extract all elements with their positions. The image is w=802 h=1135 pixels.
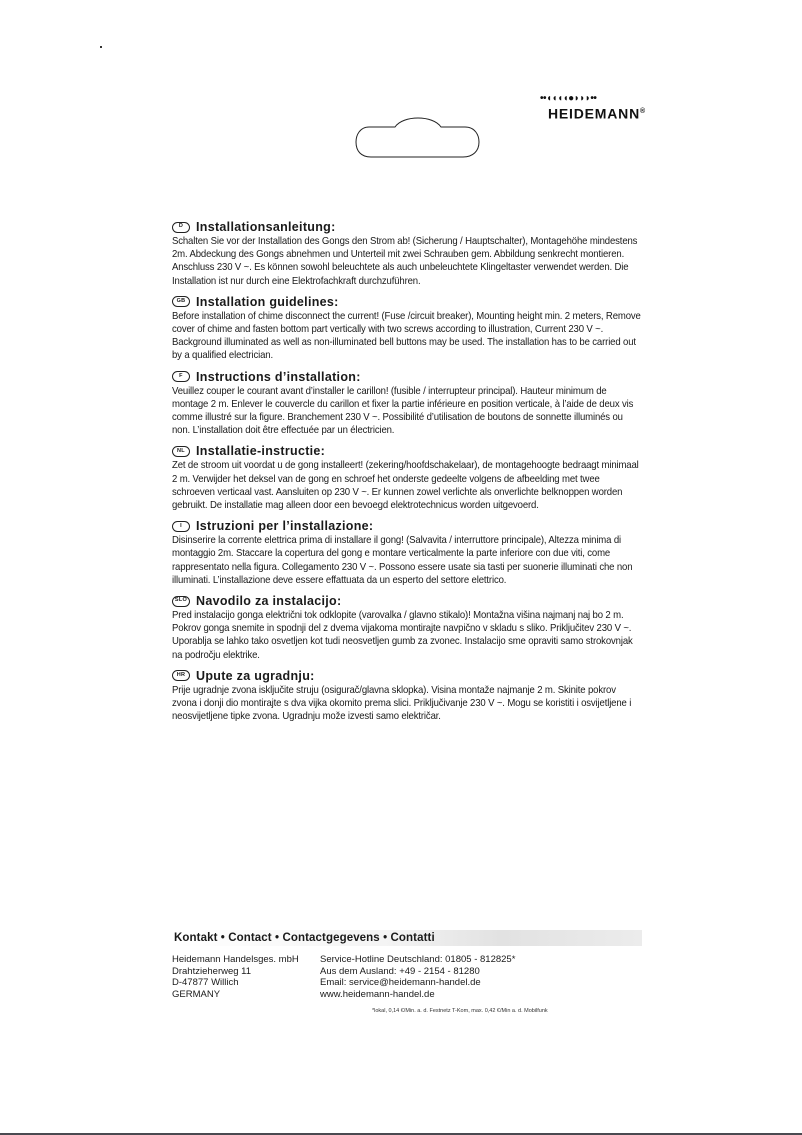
address-line: Drahtzieherweg 11 — [172, 965, 252, 977]
section-it — [172, 519, 642, 587]
section-title: Navodilo za instalacijo: — [196, 594, 342, 609]
contact-heading: Kontakt • Contact • Contactgegevens • Contatti — [172, 930, 642, 946]
installation-instructions — [172, 220, 642, 730]
section-title: Istruzioni per l’installazione: — [196, 519, 374, 534]
section-body: Zet de stroom uit voordat u de gong installeert! (zekering/hoofdschakelaar), de montagehoogte bedraagt minimaal 2 m. Verwijder het deksel van de gong en schroef het onderste gedeelte volgens de afbeelding met twee schroeven verticaal vast. Aansluiten op 230 V ~. Er kunnen zowel verlichte als onverlichte belknoppen worden gebruikt. De installatie mag alleen door een bevoegd elektrotechnicus worden uitgevoerd. — [172, 460, 639, 512]
service-email: Email: service@heidemann-handel.de — [320, 977, 481, 988]
section-heading — [172, 519, 642, 533]
hotline-germany: Service-Hotline Deutschland: 01805 - 812825* — [320, 954, 516, 965]
chime-outline-illustration — [355, 113, 480, 158]
section-heading — [172, 370, 642, 384]
section-body: Before installation of chime disconnect the current! (Fuse /circuit breaker), Mounting height min. 2 meters, Remove cover of chime and fasten bottom part vertically with two screws according to illustration, Current 230 V ~. Background illuminated as well as non-illuminated bell buttons may be used. The installation has to be carried out by a qualified electrician. — [172, 310, 641, 362]
website-url: www.heidemann-handel.de — [320, 988, 435, 1000]
contact-block — [172, 930, 642, 1014]
section-slo — [172, 594, 642, 662]
section-body: Pred instalacijo gonga električni tok odklopite (varovalka / glavno stikalo)! Montažna višina najmanj naj bo 2 m. Pokrov gonga snemite in spodnji del z dvema vijakoma montirajte navpično v skladu s sliko. Priključitev 230 V ~. Uporablja se lahko tako osvetljen kot tudi neosvetljen gumb za zvonec. Instalacijo sme opraviti samo strokovnjak na področju elektrike. — [172, 610, 633, 661]
flag-fr-icon: F — [172, 371, 190, 382]
section-fr — [172, 370, 642, 438]
section-heading — [172, 594, 642, 608]
company-address — [172, 954, 320, 1000]
section-body: Schalten Sie vor der Installation des Gongs den Strom ab! (Sicherung / Hauptschalter), Montagehöhe mindestens 2m. Abdeckung des Gongs abnehmen und Unterteil mit zwei Schrauben gem. Abbildung senkrecht montieren. Anschluss 230 V ~. Es können sowohl beleuchtete als auch unbeleuchtete Klingeltaster verwendet werden. Die Installation ist nur durch eine Elektrofachkraft durchzuführen. — [172, 236, 638, 287]
flag-de-icon: D — [172, 222, 190, 233]
address-line: GERMANY — [172, 988, 221, 1000]
section-de — [172, 220, 642, 288]
section-hr — [172, 669, 642, 724]
logo-sound-wave-icon: ••◖◖◖◖●◗◗◗•• — [540, 93, 597, 104]
section-gb — [172, 295, 642, 363]
hotline-abroad: Aus dem Ausland: +49 - 2154 - 81280 — [320, 965, 480, 977]
section-heading — [172, 220, 642, 234]
section-title: Installation guidelines: — [196, 294, 339, 309]
section-body: Disinserire la corrente elettrica prima di installare il gong! (Salvavita / interruttore principale), Altezza minima di montaggio 2m. Staccare la copertura del gong e montare verticalmente la parte inferiore con due viti, come rappresentato nella figura. Collegamento 230 V ~. Possono essere usate sia tasti per suonerie illuminati che non illuminati. L’installazione deve essere effattuata da un esperto del settore elettrico. — [172, 535, 633, 586]
heidemann-logo — [540, 93, 646, 122]
brand-name: HEIDEMANN® — [548, 105, 646, 122]
address-line: Heidemann Handelsges. mbH — [172, 954, 299, 965]
call-cost-footnote: *lokal, 0,14 €/Min. a. d. Festnetz T-Kom, max. 0,42 €/Min a. d. Mobilfunk — [372, 1008, 548, 1014]
section-title: Instructions d’installation: — [196, 369, 361, 384]
section-heading — [172, 295, 642, 309]
section-heading — [172, 444, 642, 458]
scan-speck — [100, 46, 102, 48]
section-title: Upute za ugradnju: — [196, 668, 315, 683]
flag-hr-icon: HR — [172, 670, 190, 681]
address-line: D-47877 Willich — [172, 977, 239, 988]
section-body: Veuillez couper le courant avant d’installer le carillon! (fusible / interrupteur principal). Hauteur minimum de montage 2 m. Enlever le couvercle du carillon et fixer la partie inférieure en position verticale, à l’aide de deux vis comme illustré sur la figure. Branchement 230 V ~. Possibilité d’utilisation de boutons de sonnette illuminés ou non. L’installation doit être effectuée par un électricien. — [172, 385, 634, 437]
section-nl — [172, 444, 642, 512]
contact-columns — [172, 954, 642, 1000]
flag-it-icon: I — [172, 521, 190, 532]
flag-slo-icon: SLO — [172, 596, 190, 607]
section-heading — [172, 669, 642, 683]
flag-nl-icon: NL — [172, 446, 190, 457]
section-body: Prije ugradnje zvona isključite struju (osigurač/glavna sklopka). Visina montaže najmanje 2 m. Skinite pokrov zvona i donji dio montirajte s dva vijka okomito prema slici. Priključivanje 230 V ~. Mogu se koristiti i osvijetljene i neosvijetljene tipke zvona. Ugradnju može izvesti samo električar. — [172, 684, 632, 723]
flag-gb-icon: GB — [172, 296, 190, 307]
section-title: Installatie-instructie: — [196, 444, 326, 459]
section-title: Installationsanleitung: — [196, 220, 336, 234]
service-info — [320, 954, 642, 1000]
